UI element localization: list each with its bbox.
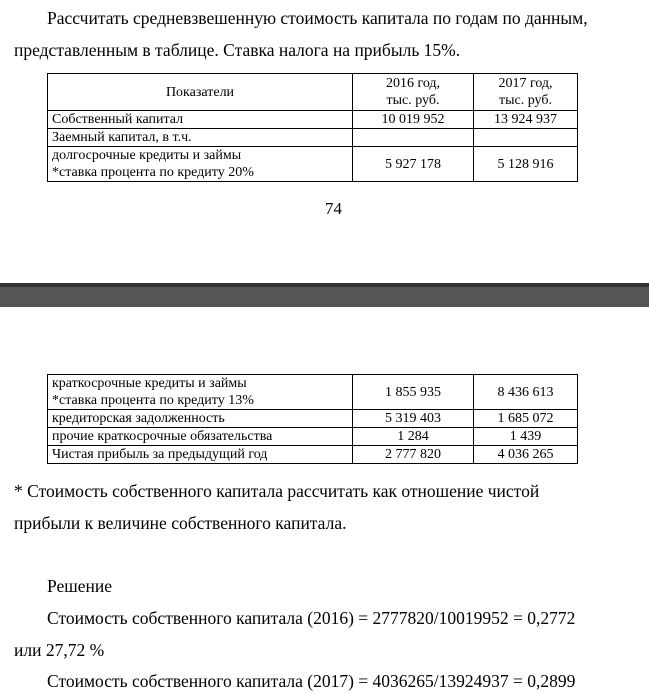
row-label: Чистая прибыль за предыдущий год (48, 446, 353, 464)
row-label-line2: *ставка процента по кредиту 20% (52, 165, 254, 180)
row-label-line1: долгосрочные кредиты и займы (52, 148, 242, 163)
page-separator (0, 283, 649, 307)
row-label: прочие краткосрочные обязательства (48, 428, 353, 446)
row-value-2016: 1 284 (353, 428, 474, 446)
row-value-2017: 4 036 265 (474, 446, 578, 464)
solution-line-2: или 27,72 % (14, 640, 105, 660)
row-label: Заемный капитал, в т.ч. (48, 129, 353, 147)
solution-line-1: Стоимость собственного капитала (2016) = 2777820/10019952 = 0,2772 (47, 608, 576, 628)
row-value-2016: 10 019 952 (353, 111, 474, 129)
row-value-2016 (353, 129, 474, 147)
row-value-2017: 8 436 613 (474, 375, 578, 410)
header-2016 (353, 74, 474, 111)
table-row (48, 147, 578, 182)
solution-line-3: Стоимость собственного капитала (2017) = 4036265/13924937 = 0,2899 (47, 671, 576, 691)
row-value-2017: 13 924 937 (474, 111, 578, 129)
note-line-1: * Стоимость собственного капитала рассчитать как отношение чистой (14, 481, 540, 501)
row-value-2017 (474, 129, 578, 147)
row-label (48, 375, 353, 410)
data-table-part-2 (47, 374, 578, 464)
row-label (48, 147, 353, 182)
header-2017-line2: тыс. руб. (499, 93, 552, 108)
header-2016-line2: тыс. руб. (386, 93, 440, 108)
table-row (48, 410, 578, 428)
table-row (48, 428, 578, 446)
header-2016-line1: 2016 год, (385, 76, 441, 91)
row-label: кредиторская задолженность (48, 410, 353, 428)
row-label: Собственный капитал (48, 111, 353, 129)
intro-line-2: представленным в таблице. Ставка налога на прибыль 15%. (14, 40, 461, 60)
table-header-row (48, 74, 578, 111)
header-2017-line1: 2017 год, (498, 76, 553, 91)
page-number: 74 (325, 199, 342, 218)
table-row (48, 129, 578, 147)
intro-line-1: Рассчитать средневзвешенную стоимость капитала по годам по данным, (47, 8, 588, 28)
header-2017 (474, 74, 578, 111)
header-indicator: Показатели (48, 74, 353, 111)
data-table-part-1 (47, 73, 578, 182)
table-row (48, 446, 578, 464)
row-value-2016: 1 855 935 (353, 375, 474, 410)
row-value-2017: 5 128 916 (474, 147, 578, 182)
table-row (48, 375, 578, 410)
row-value-2016: 5 927 178 (353, 147, 474, 182)
row-value-2016: 5 319 403 (353, 410, 474, 428)
row-value-2016: 2 777 820 (353, 446, 474, 464)
row-label-line1: краткосрочные кредиты и займы (52, 376, 247, 391)
row-value-2017: 1 685 072 (474, 410, 578, 428)
row-value-2017: 1 439 (474, 428, 578, 446)
row-label-line2: *ставка процента по кредиту 13% (52, 393, 254, 408)
solution-heading: Решение (47, 576, 113, 596)
note-line-2: прибыли к величине собственного капитала. (14, 513, 347, 533)
table-row (48, 111, 578, 129)
